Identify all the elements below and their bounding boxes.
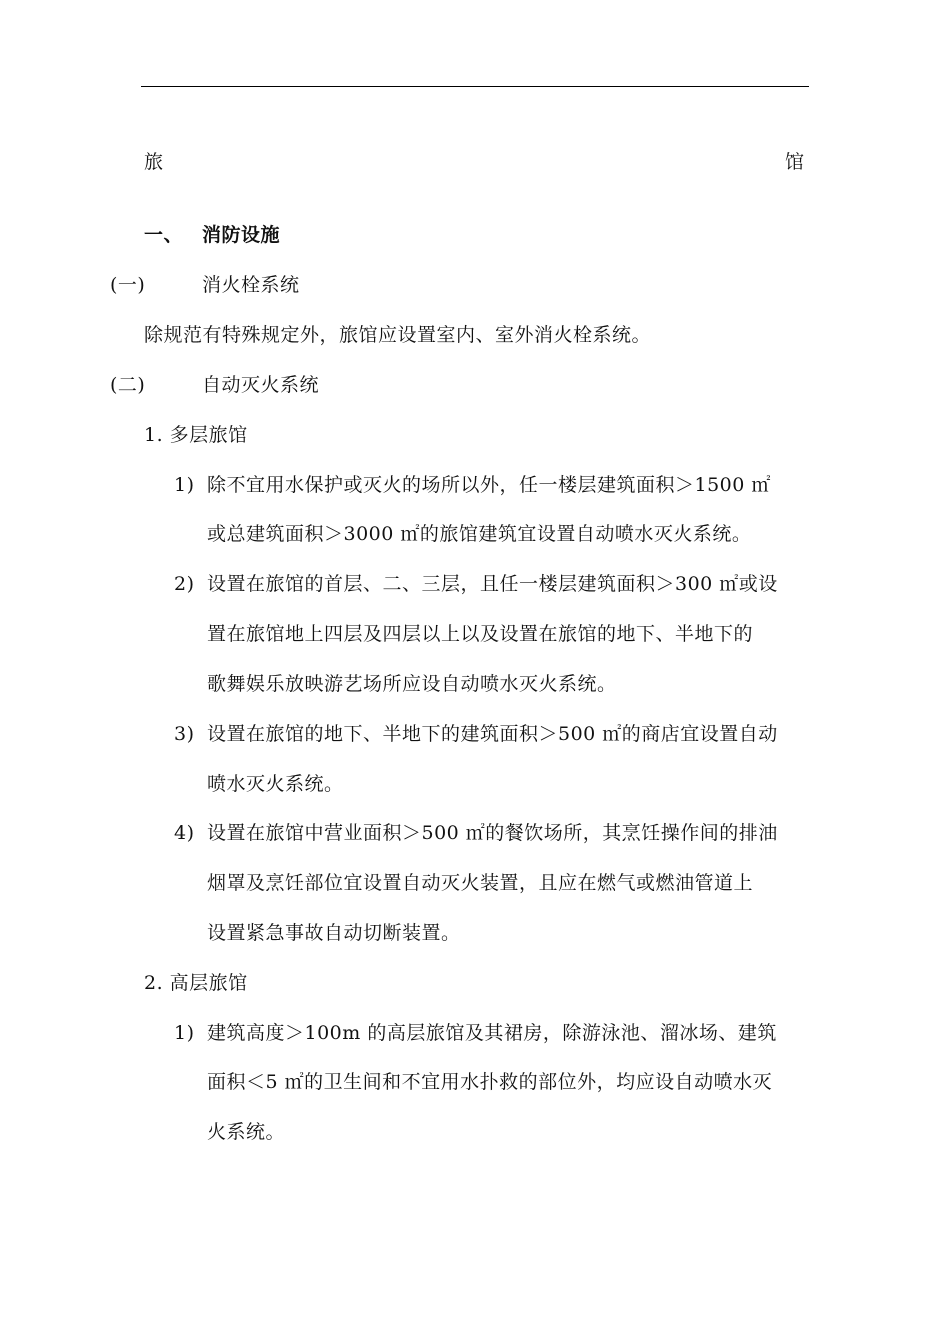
item-line: 歌舞娱乐放映游艺场所应设自动喷水灭火系统。	[207, 673, 617, 695]
subsection-number: (二)	[110, 374, 146, 396]
item-line: 建筑高度＞100m 的高层旅馆及其裙房，除游泳池、溜冰场、建筑	[207, 1022, 777, 1044]
page-title-right: 馆	[785, 151, 805, 173]
item-line: 喷水灭火系统。	[207, 773, 344, 795]
item-line: 火系统。	[207, 1121, 286, 1143]
subsection-title: 消火栓系统	[202, 274, 300, 296]
item-line: 面积＜5 ㎡的卫生间和不宜用水扑救的部位外，均应设自动喷水灭	[207, 1071, 773, 1093]
item-line: 或总建筑面积＞3000 ㎡的旅馆建筑宜设置自动喷水灭火系统。	[207, 523, 752, 545]
paragraph: 除规范有特殊规定外，旅馆应设置室内、室外消火栓系统。	[144, 324, 652, 346]
item-number: 1)	[174, 474, 195, 496]
item-line: 置在旅馆地上四层及四层以上以及设置在旅馆的地下、半地下的	[207, 623, 754, 645]
subsection-number: (一)	[110, 274, 146, 296]
section-title: 消防设施	[202, 224, 281, 246]
item-line: 设置在旅馆的首层、二、三层，且任一楼层建筑面积＞300 ㎡或设	[207, 573, 778, 595]
item-number: 3)	[174, 723, 195, 745]
item-line: 设置紧急事故自动切断装置。	[207, 922, 461, 944]
item-number: 4)	[174, 822, 195, 844]
list-heading: 1. 多层旅馆	[144, 424, 248, 446]
list-heading: 2. 高层旅馆	[144, 972, 248, 994]
page-title-left: 旅	[144, 151, 164, 173]
item-number: 1)	[174, 1022, 195, 1044]
item-number: 2)	[174, 573, 195, 595]
item-line: 除不宜用水保护或灭火的场所以外，任一楼层建筑面积＞1500 ㎡	[207, 474, 771, 496]
header-rule	[141, 86, 809, 87]
item-line: 设置在旅馆的地下、半地下的建筑面积＞500 ㎡的商店宜设置自动	[207, 723, 778, 745]
subsection-title: 自动灭火系统	[202, 374, 320, 396]
item-line: 设置在旅馆中营业面积＞500 ㎡的餐饮场所，其烹饪操作间的排油	[207, 822, 778, 844]
item-line: 烟罩及烹饪部位宜设置自动灭火装置，且应在燃气或燃油管道上	[207, 872, 754, 894]
section-number: 一、	[144, 224, 184, 246]
